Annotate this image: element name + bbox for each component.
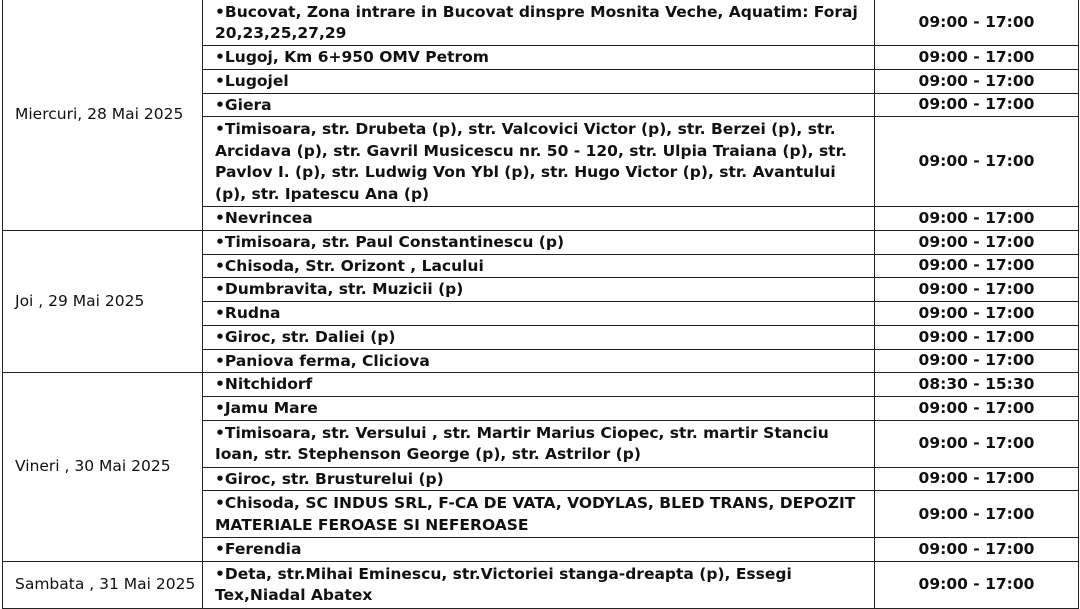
location-cell: •Giroc, str. Brusturelui (p): [203, 467, 875, 491]
location-cell: •Lugoj, Km 6+950 OMV Petrom: [203, 46, 875, 70]
outage-schedule-table: [2, 0, 1079, 609]
time-cell: 09:00 - 17:00: [875, 0, 1079, 46]
location-cell: •Chisoda, SC INDUS SRL, F-CA DE VATA, VODYLAS, BLED TRANS, DEPOZIT MATERIALE FEROASE SI NEFEROASE: [203, 491, 875, 538]
time-cell: 09:00 - 17:00: [875, 117, 1079, 207]
time-cell: 09:00 - 17:00: [875, 349, 1079, 373]
location-cell: •Dumbravita, str. Muzicii (p): [203, 278, 875, 302]
location-cell: •Timisoara, str. Versului , str. Martir Marius Ciopec, str. martir Stanciu Ioan, str. Stephenson George (p), str. Astrilor (p): [203, 420, 875, 467]
time-cell: 09:00 - 17:00: [875, 254, 1079, 278]
time-cell: 09:00 - 17:00: [875, 302, 1079, 326]
location-cell: •Jamu Mare: [203, 397, 875, 421]
table-row: [3, 561, 1079, 608]
time-cell: 09:00 - 17:00: [875, 561, 1079, 608]
location-cell: •Paniova ferma, Cliciova: [203, 349, 875, 373]
time-cell: 09:00 - 17:00: [875, 207, 1079, 231]
time-cell: 09:00 - 17:00: [875, 491, 1079, 538]
day-cell-friday: Vineri , 30 Mai 2025: [3, 373, 203, 562]
time-cell: 09:00 - 17:00: [875, 230, 1079, 254]
table-row: [3, 230, 1079, 254]
location-cell: •Lugojel: [203, 70, 875, 94]
time-cell: 09:00 - 17:00: [875, 46, 1079, 70]
location-cell: •Nitchidorf: [203, 373, 875, 397]
location-cell: •Bucovat, Zona intrare in Bucovat dinspre Mosnita Veche, Aquatim: Foraj 20,23,25,27,29: [203, 0, 875, 46]
day-cell-thursday: Joi , 29 Mai 2025: [3, 230, 203, 373]
time-cell: 09:00 - 17:00: [875, 278, 1079, 302]
time-cell: 09:00 - 17:00: [875, 93, 1079, 117]
location-cell: •Timisoara, str. Paul Constantinescu (p): [203, 230, 875, 254]
location-cell: •Giroc, str. Daliei (p): [203, 325, 875, 349]
time-cell: 09:00 - 17:00: [875, 467, 1079, 491]
table-row: [3, 373, 1079, 397]
time-cell: 09:00 - 17:00: [875, 420, 1079, 467]
day-cell-wednesday: Miercuri, 28 Mai 2025: [3, 0, 203, 230]
location-cell: •Ferendia: [203, 538, 875, 562]
time-cell: 09:00 - 17:00: [875, 325, 1079, 349]
time-cell: 08:30 - 15:30: [875, 373, 1079, 397]
location-cell: •Deta, str.Mihai Eminescu, str.Victoriei stanga-dreapta (p), Essegi Tex,Niadal Abatex: [203, 561, 875, 608]
table-row: [3, 0, 1079, 46]
location-cell: •Chisoda, Str. Orizont , Lacului: [203, 254, 875, 278]
time-cell: 09:00 - 17:00: [875, 70, 1079, 94]
time-cell: 09:00 - 17:00: [875, 538, 1079, 562]
location-cell: •Rudna: [203, 302, 875, 326]
location-cell: •Giera: [203, 93, 875, 117]
day-cell-saturday: Sambata , 31 Mai 2025: [3, 561, 203, 608]
location-cell: •Timisoara, str. Drubeta (p), str. Valcovici Victor (p), str. Berzei (p), str. Arcidava (p), str. Gavril Musicescu nr. 50 - 120, str. Ulpia Traiana (p), str. Pavlov I. (p), str. Ludwig Von Ybl (p), str. Hugo Victor (p), str. Avantului (p), str. Ipatescu Ana (p): [203, 117, 875, 207]
time-cell: 09:00 - 17:00: [875, 397, 1079, 421]
location-cell: •Nevrincea: [203, 207, 875, 231]
